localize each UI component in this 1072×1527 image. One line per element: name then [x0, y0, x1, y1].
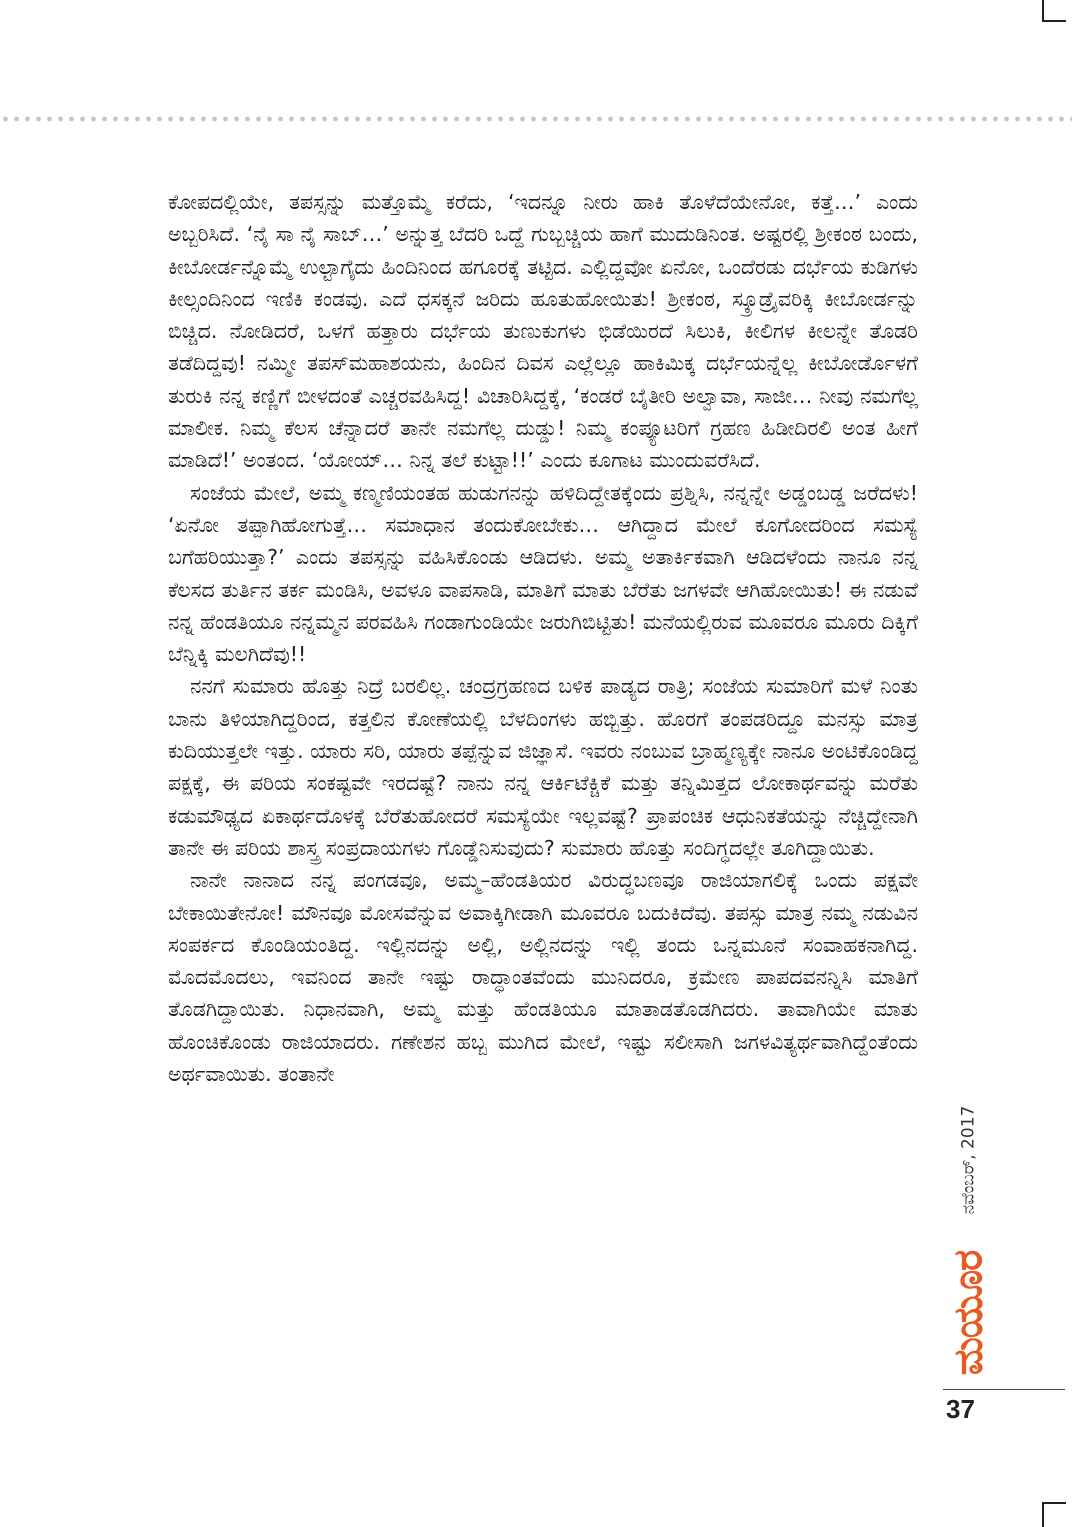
page-number: 37: [946, 1394, 975, 1424]
magazine-logo: [944, 1245, 992, 1380]
page-number-rule: [943, 1389, 1065, 1390]
paragraph-2: ಸಂಜೆಯ ಮೇಲೆ, ಅಮ್ಮ ಕಣ್ಮಣಿಯಂತಹ ಹುಡುಗನನ್ನು ಹಳಿದಿದ್ದೇತಕ್ಕೆಂದು ಪ್ರಶ್ನಿಸಿ, ನನ್ನನ್ನೇ ಅಡ್ಡಂಬಡ್ಡ ಜರೆದಳು! ‘ಏನೋ ತಪ್ಪಾಗಿಹೋಗುತ್ತೆ… ಸಮಾಧಾನ ತಂದುಕೋಬೇಕು… ಆಗಿದ್ದಾದ ಮೇಲೆ ಕೂಗೋದರಿಂದ ಸಮಸ್ಯೆ ಬಗೆಹರಿಯುತ್ತಾ?’ ಎಂದು ತಪಸ್ಸನ್ನು ವಹಿಸಿಕೊಂಡು ಆಡಿದಳು. ಅಮ್ಮ ಅತಾರ್ಕಿಕವಾಗಿ ಆಡಿದಳೆಂದು ನಾನೂ ನನ್ನ ಕೆಲಸದ ತುರ್ತಿನ ತರ್ಕ ಮಂಡಿಸಿ, ಅವಳೂ ವಾಪಸಾಡಿ, ಮಾತಿಗೆ ಮಾತು ಬೆರೆತು ಜಗಳವೇ ಆಗಿಹೋಯಿತು! ಈ ನಡುವೆ ನನ್ನ ಹೆಂಡತಿಯೂ ನನ್ನಮ್ಮನ ಪರವಹಿಸಿ ಗಂಡಾಗುಂಡಿಯೇ ಜರುಗಿಬಿಟ್ಟಿತು! ಮನೆಯಲ್ಲಿರುವ ಮೂವರೂ ಮೂರು ದಿಕ್ಕಿಗೆ ಬೆನ್ನಿಕ್ಕಿ ಮಲಗಿದೆವು!!: [168, 480, 918, 667]
crop-mark-bottom: [1042, 1502, 1066, 1527]
article-body: [168, 186, 918, 1090]
paragraph-1: ಕೋಪದಲ್ಲಿಯೇ, ತಪಸ್ಸನ್ನು ಮತ್ತೊಮ್ಮೆ ಕರೆದು, ‘ಇದನ್ನೂ ನೀರು ಹಾಕಿ ತೊಳೆದೆಯೇನೋ, ಕತ್ತೆ…’ ಎಂದು ಅಬ್ಬರಿಸಿದೆ. ‘ನೈ ಸಾ ನೈ ಸಾಬ್…’ ಅನ್ನುತ್ತ ಬೆದರಿ ಒದ್ದೆ ಗುಬ್ಬಚ್ಚಿಯ ಹಾಗೆ ಮುದುಡಿನಿಂತ. ಅಷ್ಟರಲ್ಲಿ ಶ್ರೀಕಂಠ ಬಂದು, ಕೀಬೋರ್ಡನ್ನೊಮ್ಮೆ ಉಲ್ಟಾಗೈದು ಹಿಂದಿನಿಂದ ಹಗೂರಕ್ಕೆ ತಟ್ಟಿದ. ಎಲ್ಲಿದ್ದವೋ ಏನೋ, ಒಂದೆರಡು ದರ್ಭೆಯ ಕುಡಿಗಳು ಕೀಲ್ಸಂದಿನಿಂದ ಇಣಿಕಿ ಕಂಡವು. ಎದೆ ಧಸಕ್ಕನೆ ಜರಿದು ಹೂತುಹೋಯಿತು! ಶ್ರೀಕಂಠ, ಸ್ಕ್ರೂಡ್ರೈವರಿಕ್ಕಿ ಕೀಬೋರ್ಡನ್ನು ಬಿಚ್ಚಿದ. ನೋಡಿದರೆ, ಒಳಗೆ ಹತ್ತಾರು ದರ್ಭೆಯ ತುಣುಕುಗಳು ಭಿಡೆಯಿರದೆ ಸಿಲುಕಿ, ಕೀಲಿಗಳ ಕೀಲನ್ನೇ ತೊಡರಿ ತಡೆದಿದ್ದವು! ನಮ್ಮೀ ತಪಸ್‌ಮಹಾಶಯನು, ಹಿಂದಿನ ದಿವಸ ಎಲ್ಲೆಲ್ಲೂ ಹಾಕಿಮಿಕ್ಕ ದರ್ಭೆಯನ್ನೆಲ್ಲ ಕೀಬೋರ್ಡೊಳಗೆ ತುರುಕಿ ನನ್ನ ಕಣ್ಣಿಗೆ ಬೀಳದಂತೆ ಎಚ್ಚರವಹಿಸಿದ್ದ! ವಿಚಾರಿಸಿದ್ದಕ್ಕೆ, ‘ಕಂಡರೆ ಬೈತೀರಿ ಅಲ್ವಾವಾ, ಸಾಜೀ… ನೀವು ನಮಗೆಲ್ಲ ಮಾಲೀಕ. ನಿಮ್ಮ ಕೆಲಸ ಚೆನ್ನಾದರೆ ತಾನೇ ನಮಗೆಲ್ಲ ದುಡ್ಡು! ನಿಮ್ಮ ಕಂಪ್ಯೂಟರಿಗೆ ಗ್ರಹಣ ಹಿಡೀದಿರಲಿ ಅಂತ ಹೀಗೆ ಮಾಡಿದೆ!’ ಅಂತಂದ. ‘ಯೋಯ್… ನಿನ್ನ ತಲೆ ಕುಟ್ಟಾ!!’ ಎಂದು ಕೂಗಾಟ ಮುಂದುವರೆಸಿದೆ.: [168, 190, 918, 473]
paragraph-3: ನನಗೆ ಸುಮಾರು ಹೊತ್ತು ನಿದ್ರೆ ಬರಲಿಲ್ಲ. ಚಂದ್ರಗ್ರಹಣದ ಬಳಿಕ ಪಾಡ್ಯದ ರಾತ್ರಿ; ಸಂಜೆಯ ಸುಮಾರಿಗೆ ಮಳೆ ನಿಂತು ಬಾನು ತಿಳಿಯಾಗಿದ್ದರಿಂದ, ಕತ್ತಲಿನ ಕೋಣೆಯಲ್ಲಿ ಬೆಳದಿಂಗಳು ಹಬ್ಬಿತ್ತು. ಹೊರಗೆ ತಂಪಡರಿದ್ದೂ ಮನಸ್ಸು ಮಾತ್ರ ಕುದಿಯುತ್ತಲೇ ಇತ್ತು. ಯಾರು ಸರಿ, ಯಾರು ತಪ್ಪೆನ್ನುವ ಜಿಜ್ಞಾಸೆ. ಇವರು ನಂಬುವ ಬ್ರಾಹ್ಮಣ್ಯಕ್ಕೇ ನಾನೂ ಅಂಟಿಕೊಂಡಿದ್ದ ಪಕ್ಷಕ್ಕೆ, ಈ ಪರಿಯ ಸಂಕಷ್ಟವೇ ಇರದಷ್ಟೆ? ನಾನು ನನ್ನ ಆರ್ಕಿಟೆಕ್ಚಿಕೆ ಮತ್ತು ತನ್ನಿಮಿತ್ತದ ಲೋಕಾರ್ಥವನ್ನು ಮರೆತು ಕಡುಮೌಢ್ಯದ ಏಕಾರ್ಥದೊಳಕ್ಕೆ ಬೆರೆತುಹೋದರೆ ಸಮಸ್ಯೆಯೇ ಇಲ್ಲವಷ್ಟೆ? ಪ್ರಾಪಂಚಿಕ ಆಧುನಿಕತೆಯನ್ನು ನೆಚ್ಚಿದ್ದೇನಾಗಿ ತಾನೇ ಈ ಪರಿಯ ಶಾಸ್ತ್ರ ಸಂಪ್ರದಾಯಗಳು ಗೊಡ್ಡೆನಿಸುವುದು? ಸುಮಾರು ಹೊತ್ತು ಸಂದಿಗ್ಧದಲ್ಲೇ ತೂಗಿದ್ದಾಯಿತು.: [168, 674, 918, 860]
crop-mark-top: [1042, 0, 1066, 22]
page-masthead: [944, 1085, 992, 1380]
issue-date-text: ನವೆಂಬರ್, 2017: [958, 1105, 979, 1215]
paragraph-4: ನಾನೇ ನಾನಾದ ನನ್ನ ಪಂಗಡವೂ, ಅಮ್ಮ–ಹೆಂಡತಿಯರ ವಿರುದ್ಧಬಣವೂ ರಾಜಿಯಾಗಲಿಕ್ಕೆ ಒಂದು ಪಕ್ಷವೇ ಬೇಕಾಯಿತೇನೋ! ಮೌನವೂ ಮೋಸವೆನ್ನುವ ಅವಾಕ್ಕಿಗೀಡಾಗಿ ಮೂವರೂ ಬದುಕಿದೆವು. ತಪಸ್ಸು ಮಾತ್ರ ನಮ್ಮ ನಡುವಿನ ಸಂಪರ್ಕದ ಕೊಂಡಿಯಂತಿದ್ದ. ಇಲ್ಲಿನದನ್ನು ಅಲ್ಲಿ, ಅಲ್ಲಿನದನ್ನು ಇಲ್ಲಿ ತಂದು ಒನ್ನಮೂನೆ ಸಂವಾಹಕನಾಗಿದ್ದ. ಮೊದಮೊದಲು, ಇವನಿಂದ ತಾನೇ ಇಷ್ಟು ರಾದ್ಧಾಂತವೆಂದು ಮುನಿದರೂ, ಕ್ರಮೇಣ ಪಾಪದವನನ್ನಿಸಿ ಮಾತಿಗೆ ತೊಡಗಿದ್ದಾಯಿತು. ನಿಧಾನವಾಗಿ, ಅಮ್ಮ ಮತ್ತು ಹೆಂಡತಿಯೂ ಮಾತಾಡತೊಡಗಿದರು. ತಾವಾಗಿಯೇ ಮಾತು ಹೊಂಚಿಕೊಂಡು ರಾಜಿಯಾದರು. ಗಣೇಶನ ಹಬ್ಬ ಮುಗಿದ ಮೇಲೆ, ಇಷ್ಟು ಸಲೀಸಾಗಿ ಜಗಳವಿತ್ಯರ್ಥವಾಗಿದ್ದೆಂತೆಂದು ಅರ್ಥವಾಯಿತು. ತಂತಾನೇ: [168, 868, 918, 1087]
magazine-logo-text: ಮಯೂರ: [945, 1250, 991, 1375]
dotted-divider: [0, 115, 1072, 123]
issue-date: [944, 1085, 992, 1235]
